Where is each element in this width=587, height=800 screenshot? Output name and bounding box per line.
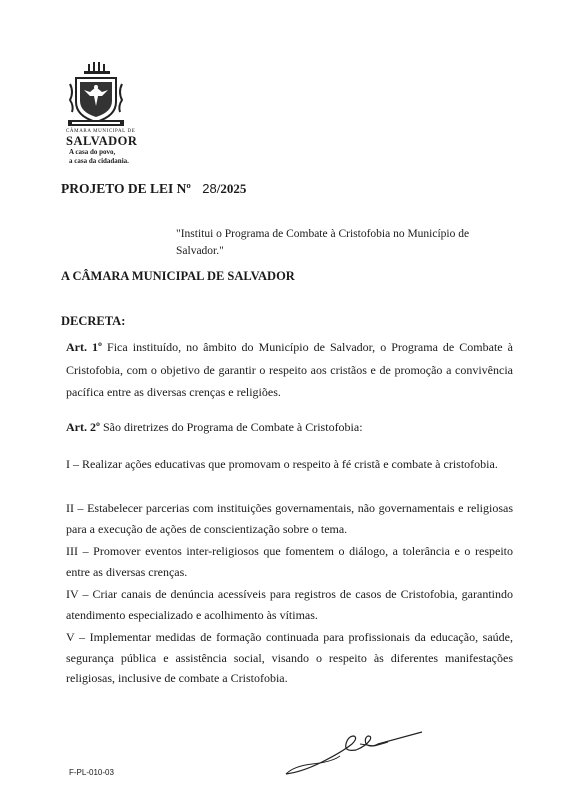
logo-city-text: SALVADOR	[66, 134, 138, 148]
bill-number: 28	[202, 181, 217, 196]
chamber-heading: A CÂMARA MUNICIPAL DE SALVADOR	[61, 269, 295, 283]
form-code: F-PL-010-03	[69, 768, 114, 777]
signature	[282, 722, 432, 787]
bill-summary: "Institui o Programa de Combate à Cristofobia no Município de Salvador."	[176, 228, 470, 257]
list-item: I – Realizar ações educativas que promovam o respeito à fé cristã e combate à cristofobia.	[66, 457, 498, 471]
camara-logo	[66, 58, 148, 165]
decrees-heading: DECRETA:	[61, 314, 126, 328]
article-2-text: São diretrizes do Programa de Combate à Cristofobia:	[99, 420, 363, 434]
article-1-label: Art. 1º	[66, 340, 102, 354]
article-1-text: Fica instituído, no âmbito do Município de Salvador, o Programa de Combate à Cristofobia, com o objetivo de garantir o respeito aos cristãos e de promoção a convivência pacífica entre as diversas crenças e religiões.	[66, 340, 513, 399]
article-1	[66, 336, 513, 404]
logo-chamber-text: CÂMARA MUNICIPAL DE	[66, 129, 136, 134]
bill-year: /2025	[216, 181, 247, 196]
article-2-label: Art. 2º	[66, 420, 100, 434]
bill-title-label: PROJETO DE LEI Nº	[61, 181, 191, 196]
list-item: II – Estabelecer parcerias com instituições governamentais, não governamentais e religiosas para a execução de ações de conscientização sobre o tema.	[66, 501, 513, 536]
list-item: V – Implementar medidas de formação continuada para profissionais da educação, saúde, segurança pública e assistência social, visando o respeito às diferentes manifestações religiosas, inclusive de combate a Cristofobia.	[66, 630, 513, 685]
list-item: IV – Criar canais de denúncia acessíveis para registros de casos de Cristofobia, garantindo atendimento especializado e acolhimento às vítimas.	[66, 587, 513, 622]
article-2	[66, 416, 513, 439]
bill-title	[61, 181, 246, 197]
logo-tagline-1: A casa do povo,	[69, 148, 116, 156]
coat-of-arms-icon	[66, 58, 126, 128]
logo-tagline-2: a casa da cidadania.	[69, 157, 129, 165]
list-item: III – Promover eventos inter-religiosos que fomentem o diálogo, a tolerância e o respeito entre as diversas crenças.	[66, 544, 513, 579]
